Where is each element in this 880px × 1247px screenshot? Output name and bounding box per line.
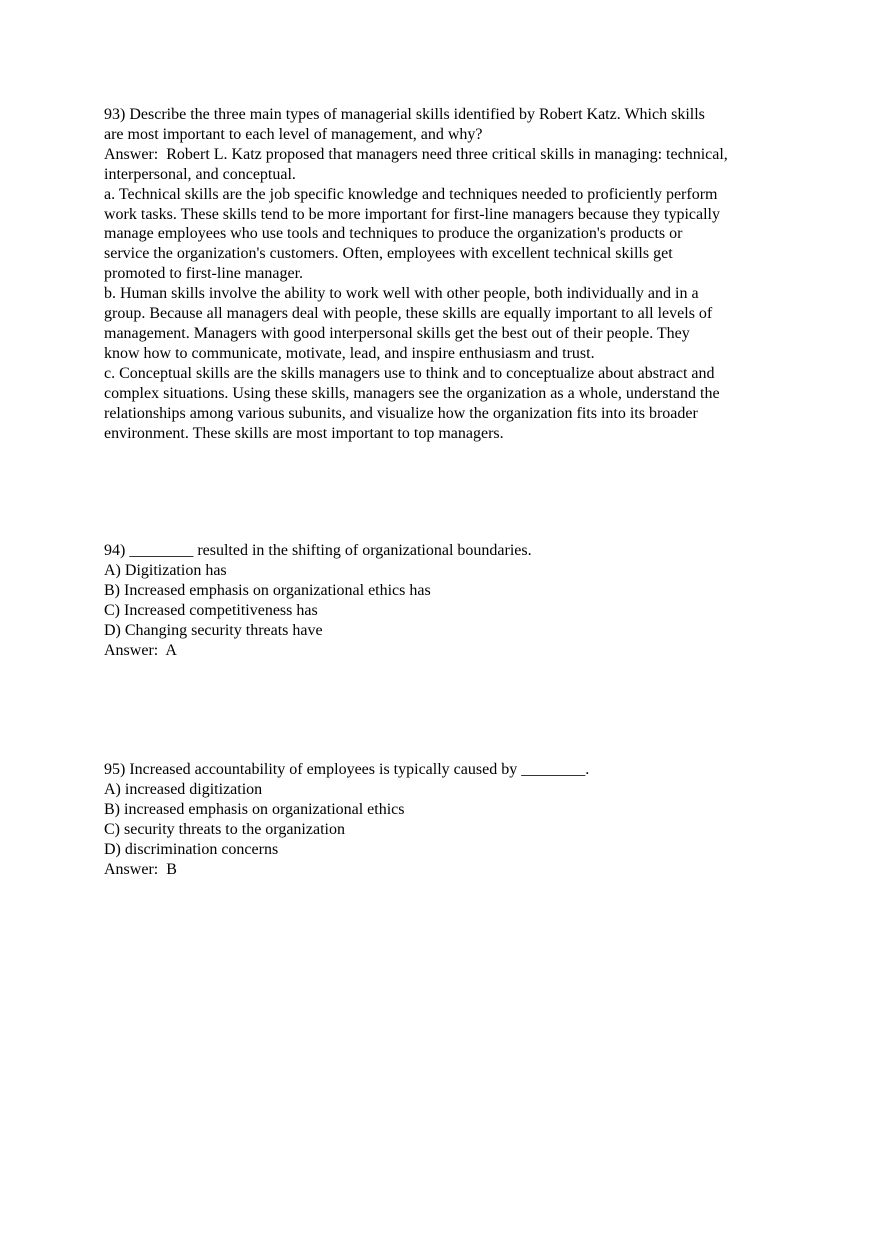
question-95-stem: 95) Increased accountability of employees is typically caused by ________. [104,761,590,778]
question-93-prompt-line-1: 93) Describe the three main types of managerial skills identified by Robert Katz. Which skills [104,106,705,123]
question-93-conceptual-line-2: complex situations. Using these skills, managers see the organization as a whole, understand the [104,384,720,402]
question-93-human-line-1: b. Human skills involve the ability to work well with other people, both individually and in a [104,285,699,303]
question-95-option-b: B) increased emphasis on organizational ethics [104,800,405,818]
question-93-answer-line-2: interpersonal, and conceptual. [104,165,296,183]
question-94-stem: 94) ________ resulted in the shifting of organizational boundaries. [104,542,532,559]
question-93-conceptual-line-4: environment. These skills are most important to top managers. [104,424,504,442]
question-95-option-c: C) security threats to the organization [104,820,345,838]
question-93-conceptual-line-3: relationships among various subunits, and visualize how the organization fits into its broader [104,404,698,422]
question-94-option-b: B) Increased emphasis on organizational ethics has [104,581,431,599]
question-93-technical-line-3: manage employees who use tools and techniques to produce the organization's products or [104,225,683,243]
question-95-option-a: A) increased digitization [104,780,263,798]
question-94-option-a: A) Digitization has [104,561,227,579]
question-93-prompt-line-2: are most important to each level of management, and why? [104,125,483,143]
question-93-answer-line-1: Answer: Robert L. Katz proposed that managers need three critical skills in managing: technical, [104,145,728,163]
question-93-human-line-4: know how to communicate, motivate, lead, and inspire enthusiasm and trust. [104,344,595,362]
question-95-option-d: D) discrimination concerns [104,840,279,858]
question-93-technical-line-4: service the organization's customers. Often, employees with excellent technical skills get [104,245,673,263]
question-95 [104,760,804,879]
question-93-human-line-3: management. Managers with good interpersonal skills get the best out of their people. They [104,324,690,342]
question-93-technical-line-1: a. Technical skills are the job specific knowledge and techniques needed to proficiently perform [104,185,718,203]
question-93-technical-line-2: work tasks. These skills tend to be more important for first-line managers because they typically [104,205,720,223]
question-94-option-c: C) Increased competitiveness has [104,601,318,619]
question-94-answer: Answer: A [104,641,177,659]
question-93-conceptual-line-1: c. Conceptual skills are the skills managers use to think and to conceptualize about abstract and [104,364,715,382]
question-94-option-d: D) Changing security threats have [104,621,323,639]
question-95-answer: Answer: B [104,860,177,878]
question-93-technical-line-5: promoted to first-line manager. [104,265,304,283]
question-94 [104,541,804,660]
question-93 [104,105,804,443]
question-93-human-line-2: group. Because all managers deal with people, these skills are equally important to all levels of [104,305,713,323]
